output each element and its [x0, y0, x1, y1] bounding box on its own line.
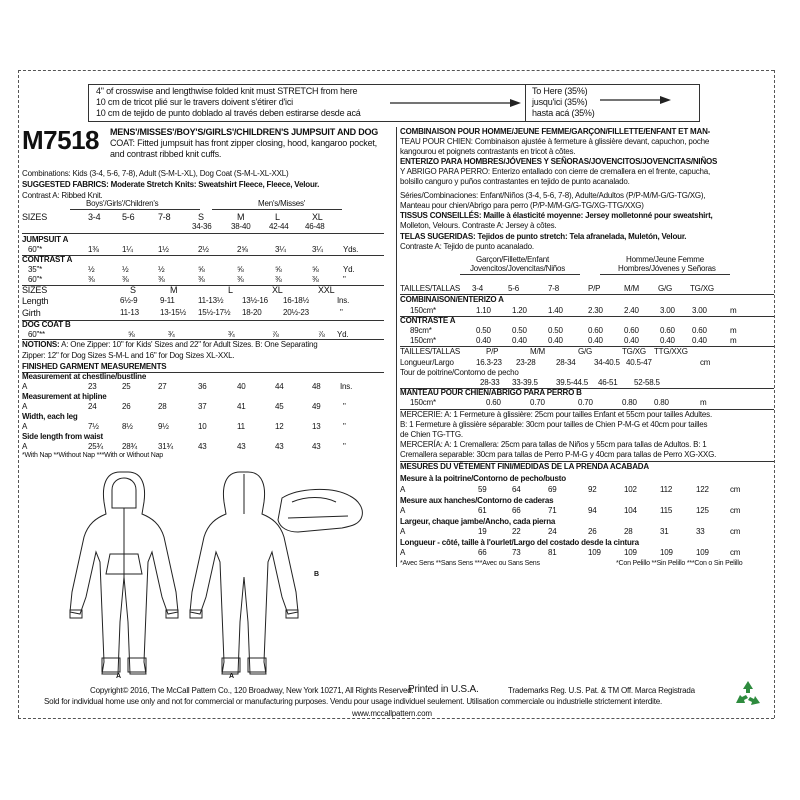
fr-poit-label: Mesure à la poitrine/Contorno de pecho/busto: [400, 474, 566, 483]
fr-poit-row-cell: 92: [588, 485, 597, 494]
en-dog-row-cell: ¾: [228, 330, 235, 339]
fr-longu-row-cell: 66: [478, 548, 487, 557]
en-sizes-row-cell: 3-4: [88, 212, 101, 222]
es-fabrics-1: TELAS SUGERIDAS: Tejidos de punto stretch: Tela afranelada, Muletón, Velour.: [400, 232, 687, 241]
fr-header-kids-2: Jovencitos/Jovencitas/Niños: [470, 264, 566, 273]
en-side-row-cell: 25¾: [88, 442, 103, 451]
en-hip-row-cell: 49: [312, 402, 321, 411]
en-side-row-cell: A: [22, 442, 28, 451]
fr-long-row-cell: cm: [700, 358, 711, 367]
en-js-row-cell: 3¼: [312, 245, 323, 254]
footer-url: www.mccallpattern.com: [352, 709, 432, 718]
fr-manteau-row-cell: 150cm*: [410, 398, 436, 407]
en-hip-label: Measurement at hipline: [22, 392, 107, 401]
fr-tailles-row-cell: P/P: [588, 284, 601, 293]
fr-hanch-row-cell: 71: [548, 506, 557, 515]
fr-contr-row1-cell: 0.50: [548, 326, 563, 335]
en-length-row-cell: 9-11: [160, 296, 175, 305]
fr-comb-row-cell: 1.10: [476, 306, 491, 315]
en-length-row-cell: 11-13½: [198, 296, 224, 305]
en-ca-row2-cell: ⅜: [198, 275, 205, 284]
en-chest-row-cell: 40: [237, 382, 246, 391]
en-dog-row-cell: ¾: [168, 330, 175, 339]
fr-manteau-row-cell: 0.70: [578, 398, 593, 407]
fr-long-row-cell: 34-40.5: [594, 358, 620, 367]
en-ca-row1-cell: ½: [158, 265, 165, 274]
en-js-row-cell: 60"*: [28, 245, 43, 254]
fr-comb-row-cell: 3.00: [692, 306, 707, 315]
en-ca-row1-cell: ½: [88, 265, 95, 274]
en-hip-row-cell: 28: [158, 402, 167, 411]
en-sizes-row-cell: L: [275, 212, 280, 222]
fr-tailles-label: TAILLES/TALLAS: [400, 284, 461, 293]
en-notions-1: NOTIONS: A: One Zipper: 10" for Kids' Sizes and 22" for Adult Sizes. B: One Separating: [22, 340, 318, 349]
fr-hanch-row-cell: A: [400, 506, 406, 515]
en-girth-label: Girth: [22, 308, 41, 318]
fr-larg-row-cell: 19: [478, 527, 487, 536]
en-ca-row1-cell: Yd.: [343, 265, 355, 274]
en-width-row-cell: 10: [198, 422, 207, 431]
fr-tour-label: Tour de poitrine/Contorno de pecho: [400, 368, 519, 377]
fr-tour-row-cell: 28-33: [480, 378, 500, 387]
fr-comb-row-cell: 3.00: [660, 306, 675, 315]
fr-contr-row1-cell: m: [730, 326, 737, 335]
fr-longu-row-cell: A: [400, 548, 406, 557]
fr-poit-row-cell: 112: [660, 485, 673, 494]
fr-dog-tailles-cell: TG/XG: [622, 347, 646, 356]
stretch-line-1: 4" of crosswise and lengthwise folded knit must STRETCH from here: [96, 86, 358, 96]
en-width-row-cell: A: [22, 422, 28, 431]
en-js-row-cell: 2⅝: [237, 245, 248, 254]
fr-contr-row2-cell: 0.40: [548, 336, 563, 345]
stretch-line-3: 10 cm de tejido de punto doblado al través deben estirarse desde acá: [96, 108, 361, 118]
en-ca-row1-cell: ⅝: [198, 265, 205, 274]
fr-contr-row2-cell: 150cm*: [410, 336, 436, 345]
fr-larg-row-cell: 33: [696, 527, 705, 536]
en-side-row-cell: 43: [312, 442, 321, 451]
en-header-kids: Boys'/Girls'/Children's: [86, 199, 159, 208]
stretch-line-2: 10 cm de tricot plié sur le travers doivent s'étirer d'ici: [96, 97, 293, 107]
fr-longu-row-cell: cm: [730, 548, 741, 557]
en-hip-row-cell: 26: [122, 402, 131, 411]
fr-hanch-label: Mesure aux hanches/Contorno de caderas: [400, 496, 554, 505]
en-js-row-cell: 3¼: [275, 245, 286, 254]
es-title-2: Y ABRIGO PARA PERRO: Enterizo entallado con cierre de cremallera en el frente, capucha,: [400, 167, 711, 176]
en-girth-row-cell: 20½-23: [283, 308, 309, 317]
en-dog-row-cell: ⅞: [318, 330, 325, 339]
fr-poit-row-cell: 122: [696, 485, 709, 494]
en-dog-sizes-label: SIZES: [22, 285, 48, 295]
es-title-1: ENTERIZO PARA HOMBRES/JÓVENES Y SEÑORAS/JOVENCITOS/JOVENCITAS/NIÑOS: [400, 157, 718, 166]
fr-long-row-cell: 23-28: [516, 358, 536, 367]
stretch-to-3: hasta acá (35%): [532, 108, 595, 118]
fr-poit-row-cell: 64: [512, 485, 521, 494]
jumpsuit-front-illustration: [70, 472, 178, 674]
en-ca-row2-cell: ": [343, 275, 346, 284]
en-ca-row2-cell: ⅜: [122, 275, 129, 284]
en-length-row-cell: 16-18½: [283, 296, 309, 305]
en-dog-row-cell: 60"**: [28, 330, 45, 339]
en-side-row-cell: 43: [198, 442, 207, 451]
fr-tour-row-cell: 33-39.5: [512, 378, 538, 387]
en-sizes-label: SIZES: [22, 212, 48, 222]
fr-longu-row-cell: 109: [624, 548, 637, 557]
fr-fabrics-2: Molleton, Velours. Contraste A: Jersey à côtes.: [400, 221, 557, 230]
fr-comb-row-cell: 1.40: [548, 306, 563, 315]
fr-contr-row1-cell: 89cm*: [410, 326, 432, 335]
en-width-row-cell: 13: [312, 422, 321, 431]
fr-longu-row-cell: 109: [660, 548, 673, 557]
fr-contr-row2-cell: 0.40: [624, 336, 639, 345]
fr-poit-row-cell: A: [400, 485, 406, 494]
fr-header-adults-1: Homme/Jeune Femme: [626, 255, 704, 264]
en-ca-row1-cell: ⅝: [312, 265, 319, 274]
en-dog-sizes-cell: M: [170, 285, 178, 295]
fr-header-adults-2: Hombres/Jóvenes y Señoras: [618, 264, 716, 273]
en-length-row-cell: 6½-9: [120, 296, 138, 305]
fr-comb-row-cell: 1.20: [512, 306, 527, 315]
fr-title-3: kangourou et poignets contrastants en tricot à côtes.: [400, 147, 576, 156]
en-side-row-cell: 31¾: [158, 442, 173, 451]
fr-contr-row2-cell: 0.40: [692, 336, 707, 345]
fr-contr-row2-cell: m: [730, 336, 737, 345]
en-hip-row-cell: 45: [275, 402, 284, 411]
en-hip-row-cell: A: [22, 402, 28, 411]
en-width-row-cell: 12: [275, 422, 284, 431]
en-dog-row-cell: Yd.: [337, 330, 349, 339]
fr-mercerie-3: de Chien TG-TTG.: [400, 430, 463, 439]
en-ca-row2-cell: ⅜: [158, 275, 165, 284]
fr-long-row-cell: 40.5-47: [626, 358, 652, 367]
footer-trademarks: Trademarks Reg. U.S. Pat. & TM Off. Marca Registrada: [508, 686, 695, 695]
fr-contr-row2-cell: 0.40: [588, 336, 603, 345]
es-nap-note: *Con Pelillo **Sin Pelillo ***Con o Sin Pelillo: [616, 560, 743, 567]
en-chest-row-cell: 44: [275, 382, 284, 391]
fr-tailles-row-cell: G/G: [658, 284, 673, 293]
fr-contr-row1-cell: 0.60: [588, 326, 603, 335]
en-finished-label: FINISHED GARMENT MEASUREMENTS: [22, 362, 167, 371]
fr-dog-tailles-label: TAILLES/TALLAS: [400, 347, 461, 356]
view-label-dog: B: [314, 571, 319, 578]
fr-dog-tailles-cell: G/G: [578, 347, 593, 356]
en-js-row-cell: 2½: [198, 245, 209, 254]
en-chest-row-cell: 23: [88, 382, 97, 391]
fr-comb-label: COMBINAISON/ENTERIZO A: [400, 295, 504, 304]
en-ca-row1-cell: ⅝: [275, 265, 282, 274]
en-js-row-cell: 1½: [158, 245, 169, 254]
es-merceria-1: MERCERÍA: A: 1 Cremallera: 25cm para tallas de Niños y 55cm para tallas de Adultos. B: 1: [400, 440, 707, 449]
fr-manteau-row-cell: 0.60: [486, 398, 501, 407]
view-label-front: A: [116, 673, 121, 680]
en-width-row-cell: 9½: [158, 422, 169, 431]
fr-longu-row-cell: 109: [696, 548, 709, 557]
fr-larg-row-cell: 24: [548, 527, 557, 536]
fr-contr-row1-cell: 0.50: [476, 326, 491, 335]
en-chest-row-cell: A: [22, 382, 28, 391]
fr-title-1: COMBINAISON POUR HOMME/JEUNE FEMME/GARÇON/FILLETTE/ENFANT ET MAN-: [400, 127, 711, 136]
en-js-row-cell: Yds.: [343, 245, 359, 254]
en-length-label: Length: [22, 296, 49, 306]
fr-contr-row1-cell: 0.60: [692, 326, 707, 335]
fr-long-row-cell: 16.3-23: [476, 358, 502, 367]
en-chest-label: Measurement at chestline/bustline: [22, 372, 147, 381]
en-combinations: Combinations: Kids (3-4, 5-6, 7-8), Adult (S-M-L-XL), Dog Coat (S-M-L-XL-XXL): [22, 169, 289, 178]
fr-poit-row-cell: 69: [548, 485, 557, 494]
en-dog-sizes-cell: XXL: [318, 285, 335, 295]
en-hip-row-cell: 24: [88, 402, 97, 411]
fr-hanch-row-cell: 94: [588, 506, 597, 515]
fr-tailles-row-cell: 3-4: [472, 284, 483, 293]
en-width-row-cell: 7½: [88, 422, 99, 431]
fr-manteau-label: MANTEAU POUR CHIEN/ABRIGO PARA PERRO B: [400, 388, 582, 397]
en-ca-row2-cell: ⅜: [237, 275, 244, 284]
en-length-row-cell: 13½-16: [242, 296, 268, 305]
fr-tailles-row-cell: 5-6: [508, 284, 519, 293]
fr-larg-label: Largeur, chaque jambe/Ancho, cada pierna: [400, 517, 556, 526]
en-notions-2: Zipper: 12" for Dog Sizes S-M-L and 16" for Dog Sizes XL-XXL.: [22, 351, 235, 360]
fr-fabrics-1: TISSUS CONSEILLÉS: Maille à élasticité moyenne: Jersey molletonné pour sweatshirt,: [400, 211, 713, 220]
en-girth-row-cell: 18-20: [242, 308, 262, 317]
en-hip-row-cell: 37: [198, 402, 207, 411]
fr-comb-row-cell: 2.30: [588, 306, 603, 315]
en-nap-note: *With Nap **Without Nap ***With or Without Nap: [22, 452, 163, 459]
en-ca-row1-cell: ½: [122, 265, 129, 274]
fr-hanch-row-cell: 125: [696, 506, 709, 515]
footer-sold: Sold for individual home use only and not for commercial or manufacturing purposes. Vendu pour usage individuel seulement. Utilisation commerciale ou industrielle strictement interdite.: [44, 697, 663, 706]
fr-manteau-row-cell: m: [700, 398, 707, 407]
fr-mercerie-2: B: 1 Fermeture à glissière séparable: 30cm pour tailles de Chien P-M-G et 40cm pour tailles: [400, 420, 708, 429]
fr-contr-row1-cell: 0.50: [512, 326, 527, 335]
en-sizes-row-cell: 7-8: [158, 212, 171, 222]
fr-tailles-row-cell: M/M: [624, 284, 639, 293]
en-girth-row-cell: 15½-17½: [198, 308, 231, 317]
en-dog-row-cell: ⅝: [128, 330, 135, 339]
fr-hanch-row-cell: 104: [624, 506, 637, 515]
fr-tour-row-cell: 39.5-44.5: [556, 378, 589, 387]
fr-mercerie-1: MERCERIE: A: 1 Fermeture à glissière: 25cm pour tailles Enfant et 55cm pour tailles Adultes.: [400, 410, 712, 419]
fr-hanch-row-cell: 115: [660, 506, 673, 515]
en-length-row-cell: Ins.: [337, 296, 350, 305]
en-chest-row-cell: 27: [158, 382, 167, 391]
fr-larg-row-cell: 31: [660, 527, 669, 536]
en-ca-row1-cell: 35"*: [28, 265, 43, 274]
en-sizes-sub-cell: 46-48: [305, 222, 325, 231]
en-js-row-cell: 1¼: [122, 245, 133, 254]
fr-tour-row-cell: 46-51: [598, 378, 618, 387]
en-sizes-sub-cell: 34-36: [192, 222, 212, 231]
fr-tailles-row-cell: 7-8: [548, 284, 559, 293]
jumpsuit-back-illustration: [190, 472, 298, 674]
en-desc-2: COAT: Fitted jumpsuit has front zipper closing, hood, kangaroo pocket,: [110, 138, 377, 148]
fr-hanch-row-cell: cm: [730, 506, 741, 515]
fr-poit-row-cell: cm: [730, 485, 741, 494]
en-sizes-row-cell: M: [237, 212, 245, 222]
recycle-icon: [733, 679, 763, 709]
en-side-label: Side length from waist: [22, 432, 103, 441]
en-chest-row-cell: 36: [198, 382, 207, 391]
en-sizes-sub-cell: 38-40: [231, 222, 251, 231]
en-contrast-label: CONTRAST A: [22, 255, 73, 264]
en-dog-sizes-cell: S: [130, 285, 136, 295]
fr-contr-row2-cell: 0.40: [476, 336, 491, 345]
footer-copyright: Copyright© 2016, The McCall Pattern Co., 120 Broadway, New York 10271, All Rights Reserved.: [90, 686, 414, 695]
fr-tour-row-cell: 52-58.5: [634, 378, 660, 387]
en-width-row-cell: 8½: [122, 422, 133, 431]
en-girth-row-cell: ": [340, 308, 343, 317]
en-width-row-cell: 11: [237, 422, 245, 431]
fr-title-2: TEAU POUR CHIEN: Combinaison ajustée à fermeture à glissière devant, capuchon, poche: [400, 137, 710, 146]
en-ca-row2-cell: 60"*: [28, 275, 43, 284]
en-sizes-row-cell: XL: [312, 212, 323, 222]
fr-contr-row1-cell: 0.60: [624, 326, 639, 335]
fr-poit-row-cell: 59: [478, 485, 487, 494]
en-ca-row1-cell: ⅝: [237, 265, 244, 274]
view-illustrations: [60, 462, 400, 692]
en-ca-row2-cell: ⅜: [275, 275, 282, 284]
en-dog-sizes-cell: L: [228, 285, 233, 295]
fr-larg-row-cell: 26: [588, 527, 597, 536]
en-hip-row-cell: ": [343, 402, 346, 411]
en-girth-row-cell: 13-15½: [160, 308, 186, 317]
fr-longu-label: Longueur - côté, taille à l'ourlet/Largo del costado desde la cintura: [400, 538, 639, 547]
en-dog-row-cell: ⅞: [272, 330, 279, 339]
fr-larg-row-cell: 22: [512, 527, 521, 536]
fr-combinations-1: Séries/Combinaciones: Enfant/Niños (3-4, 5-6, 7-8), Adulte/Adultos (P/P-M/M-G/G-TG/XG),: [400, 191, 706, 200]
en-header-adults: Men's/Misses': [258, 199, 306, 208]
fr-larg-row-cell: cm: [730, 527, 741, 536]
fr-poit-row-cell: 102: [624, 485, 637, 494]
fr-longu-row-cell: 109: [588, 548, 601, 557]
fr-dog-tailles-cell: TTG/XXG: [654, 347, 688, 356]
en-sizes-row-cell: 5-6: [122, 212, 135, 222]
en-fabrics-1: SUGGESTED FABRICS: Moderate Stretch Knits: Sweatshirt Fleece, Fleece, Velour.: [22, 180, 320, 189]
pattern-number: M7518: [22, 125, 99, 155]
fr-header-kids-1: Garçon/Fillette/Enfant: [476, 255, 549, 264]
en-chest-row-cell: 48: [312, 382, 321, 391]
es-title-3: bolsillo canguro y puños contrastantes en tejido de punto acanalado.: [400, 177, 630, 186]
fr-contr-row1-cell: 0.60: [660, 326, 675, 335]
fr-hanch-row-cell: 66: [512, 506, 521, 515]
en-ca-row2-cell: ⅜: [88, 275, 95, 284]
en-ca-row2-cell: ⅜: [312, 275, 319, 284]
en-dogcoat-label: DOG COAT B: [22, 320, 71, 329]
en-jumpsuit-label: JUMPSUIT A: [22, 235, 69, 244]
en-chest-row-cell: 25: [122, 382, 131, 391]
en-side-row-cell: 43: [275, 442, 284, 451]
en-hip-row-cell: 41: [237, 402, 246, 411]
fr-hanch-row-cell: 61: [478, 506, 487, 515]
fr-tailles-row-cell: TG/XG: [690, 284, 714, 293]
dog-coat-illustration: [278, 489, 362, 532]
en-side-row-cell: ": [343, 442, 346, 451]
fr-combinations-2: Manteau pour chien/Abrigo para perro (P/P-M/M-G/G-TG/XG-TTG/XXG): [400, 201, 644, 210]
stretch-to-1: To Here (35%): [532, 86, 588, 96]
fr-long-row-cell: 28-34: [556, 358, 576, 367]
en-sizes-row-cell: S: [198, 212, 204, 222]
en-side-row-cell: 28¾: [122, 442, 137, 451]
fr-contr-row2-cell: 0.40: [660, 336, 675, 345]
en-js-row-cell: 1⅜: [88, 245, 99, 254]
en-chest-row-cell: Ins.: [340, 382, 353, 391]
fr-contr-label: CONTRASTE A: [400, 316, 456, 325]
fr-manteau-row-cell: 0.80: [654, 398, 669, 407]
en-fabrics-2: Contrast A: Ribbed Knit.: [22, 191, 103, 200]
en-width-row-cell: ": [343, 422, 346, 431]
en-girth-row-cell: 11-13: [120, 308, 139, 317]
en-desc-1: MENS'/MISSES'/BOY'S/GIRLS'/CHILDREN'S JUMPSUIT AND DOG: [110, 127, 379, 137]
fr-comb-row-cell: 2.40: [624, 306, 639, 315]
fr-comb-row-cell: 150cm*: [410, 306, 436, 315]
en-dog-sizes-cell: XL: [272, 285, 283, 295]
fr-longu-row-cell: 73: [512, 548, 521, 557]
fr-manteau-row-cell: 0.80: [622, 398, 637, 407]
fr-long-label: Longueur/Largo: [400, 358, 454, 367]
fr-dog-tailles-cell: P/P: [486, 347, 499, 356]
fr-dog-tailles-cell: M/M: [530, 347, 545, 356]
fr-nap-note: *Avec Sens **Sans Sens ***Avec ou Sans Sens: [400, 560, 540, 567]
stretch-to-2: jusqu'ici (35%): [532, 97, 588, 107]
es-fabrics-2: Contraste A: Tejido de punto acanalado.: [400, 242, 534, 251]
fr-comb-row-cell: m: [730, 306, 737, 315]
en-side-row-cell: 43: [237, 442, 246, 451]
fr-larg-row-cell: 28: [624, 527, 633, 536]
fr-mesures-label: MESURES DU VÊTEMENT FINI/MEDIDAS DE LA PRENDA ACABADA: [400, 462, 649, 471]
fr-manteau-row-cell: 0.70: [530, 398, 545, 407]
footer-printed: Printed in U.S.A.: [408, 684, 479, 695]
view-label-back: A: [229, 673, 234, 680]
fr-contr-row2-cell: 0.40: [512, 336, 527, 345]
es-merceria-2: Cremallera separable: 30cm para tallas de Perro P-M-G y 40cm para tallas de Perro XG-XXG.: [400, 450, 717, 459]
fr-larg-row-cell: A: [400, 527, 406, 536]
en-desc-3: and contrast ribbed knit cuffs.: [110, 149, 222, 159]
en-width-label: Width, each leg: [22, 412, 78, 421]
fr-longu-row-cell: 81: [548, 548, 557, 557]
en-sizes-sub-cell: 42-44: [269, 222, 289, 231]
